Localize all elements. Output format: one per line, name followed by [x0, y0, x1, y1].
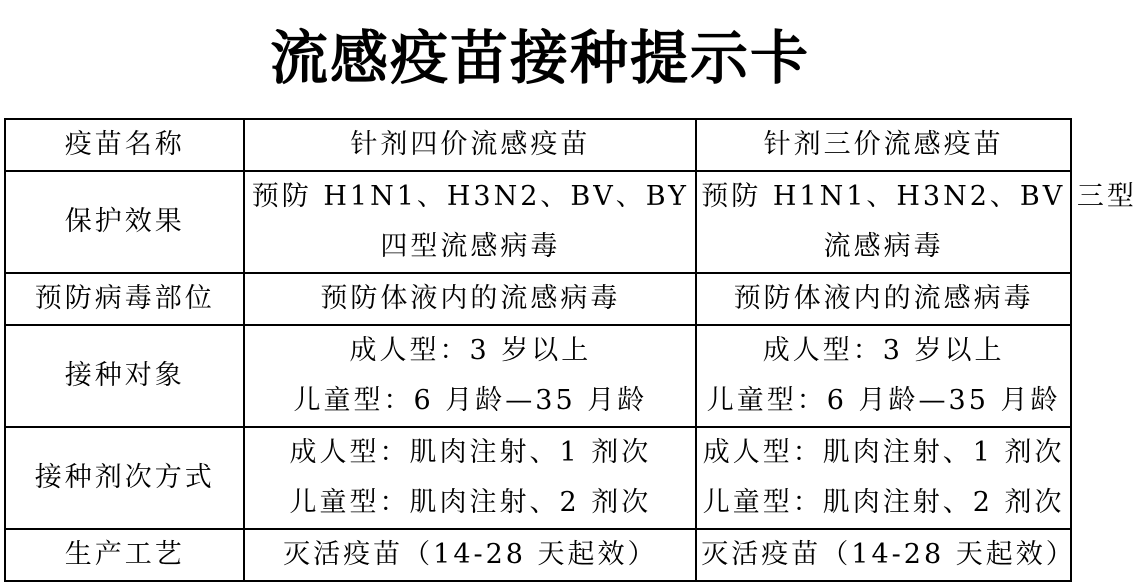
- cell-line: 预防 H1N1、H3N2、BV、BY: [251, 181, 689, 212]
- cell-line: 灭活疫苗（14-28 天起效）: [701, 539, 1076, 570]
- cell-line: 针剂三价流感疫苗: [763, 129, 1004, 160]
- cell-trivalent: [696, 119, 1071, 171]
- row-label: 疫苗名称: [5, 119, 244, 171]
- row-label: 生产工艺: [5, 529, 244, 581]
- cell-line: 成人型：3 岁以上: [349, 335, 592, 366]
- table-row-production: [5, 529, 1071, 581]
- cell-quadrivalent: [244, 171, 696, 273]
- table-row-vaccine-name: [5, 119, 1071, 171]
- cell-line: 儿童型：肌肉注射、2 剂次: [702, 487, 1065, 518]
- cell-line: 儿童型：6 月龄—35 月龄: [293, 385, 648, 416]
- row-label: 接种对象: [5, 325, 244, 427]
- cell-line: 预防体液内的流感病毒: [733, 283, 1034, 314]
- cell-line: 四型流感病毒: [380, 231, 561, 262]
- cell-line: 儿童型：肌肉注射、2 剂次: [289, 487, 652, 518]
- table-row-target-group: [5, 325, 1071, 427]
- cell-quadrivalent: [244, 427, 696, 529]
- cell-line: 预防 H1N1、H3N2、BV 三型: [701, 181, 1137, 212]
- vaccine-table: [4, 118, 1137, 582]
- row-label: 接种剂次方式: [5, 427, 244, 529]
- cell-trivalent: [696, 325, 1071, 427]
- cell-trivalent: [696, 529, 1076, 581]
- cell-trivalent: [696, 171, 1137, 273]
- cell-line: 预防体液内的流感病毒: [320, 283, 621, 314]
- row-label: 预防病毒部位: [5, 273, 244, 325]
- cell-trivalent: [696, 427, 1071, 529]
- cell-line: 流感病毒: [823, 231, 944, 262]
- table-row-protection: [5, 171, 1071, 273]
- cell-line: 成人型：3 岁以上: [762, 335, 1005, 366]
- cell-line: 成人型：肌肉注射、1 剂次: [702, 437, 1065, 468]
- table-row-protection-site: [5, 273, 1071, 325]
- cell-quadrivalent: [244, 273, 696, 325]
- cell-line: 针剂四价流感疫苗: [350, 129, 591, 160]
- cell-line: 成人型：肌肉注射、1 剂次: [289, 437, 652, 468]
- cell-line: 灭活疫苗（14-28 天起效）: [283, 539, 658, 570]
- cell-quadrivalent: [244, 529, 696, 581]
- table-row-dosage: [5, 427, 1071, 529]
- cell-trivalent: [696, 273, 1071, 325]
- row-label: 保护效果: [5, 171, 244, 273]
- cell-quadrivalent: [244, 325, 696, 427]
- cell-quadrivalent: [244, 119, 696, 171]
- page-title: 流感疫苗接种提示卡: [269, 24, 810, 92]
- cell-line: 儿童型：6 月龄—35 月龄: [706, 385, 1061, 416]
